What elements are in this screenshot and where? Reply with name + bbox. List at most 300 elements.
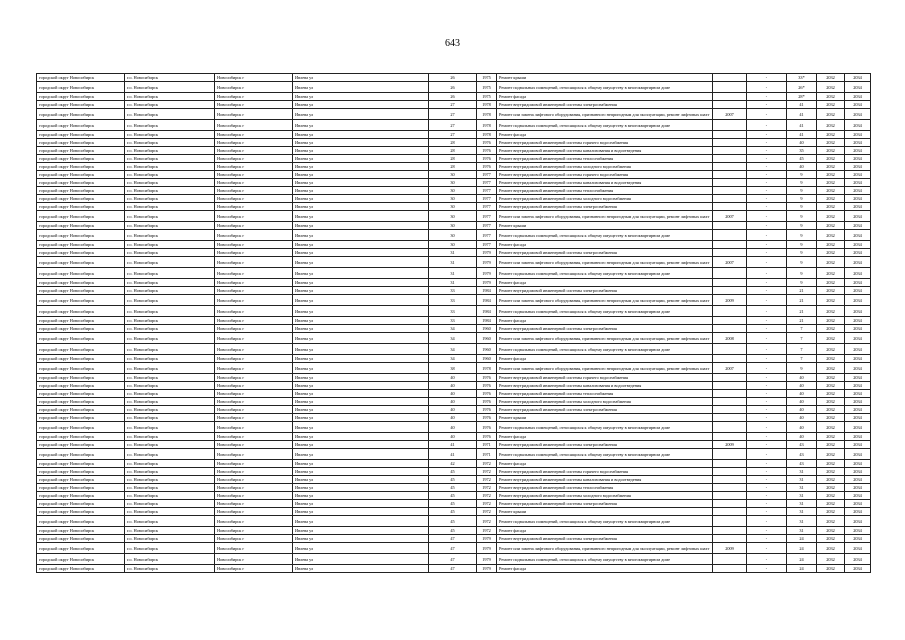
district-cell: городской округ Новосибирск (37, 508, 125, 516)
value-cell: 31 (787, 492, 817, 500)
period-from-cell: 2032 (817, 279, 845, 287)
equipment-year-cell: 2007 (713, 109, 747, 120)
work-type-cell: Ремонт подвальных помещений, относящихся к общему имуществу в многоквартирном доме (497, 82, 713, 93)
city-cell: Новосибирск г (215, 317, 293, 325)
house-cell: 47 (429, 554, 477, 565)
year-cell: 1976 (477, 398, 497, 406)
period-to-cell: 2034 (845, 333, 871, 344)
house-cell: 33 (429, 317, 477, 325)
period-to-cell: 2034 (845, 422, 871, 433)
work-type-cell: Ремонт внутридомовой инженерной системы канализования и водоотведения (497, 179, 713, 187)
value-cell: 9 (787, 187, 817, 195)
street-cell: Ивлева ул (293, 82, 429, 93)
work-type-cell: Ремонт внутридомовой инженерной системы электроснабжения (497, 203, 713, 211)
equipment-year-cell (713, 74, 747, 82)
district-cell: городской округ Новосибирск (37, 230, 125, 241)
city-cell: Новосибирск г (215, 306, 293, 317)
period-from-cell: 2032 (817, 527, 845, 535)
period-to-cell: 2034 (845, 382, 871, 390)
city-cell: Новосибирск г (215, 344, 293, 355)
house-cell: 40 (429, 390, 477, 398)
count-cell: - (747, 268, 787, 279)
city-cell: Новосибирск г (215, 101, 293, 109)
table-row (37, 363, 871, 374)
count-cell: - (747, 492, 787, 500)
equipment-year-cell (713, 306, 747, 317)
equipment-year-cell (713, 476, 747, 484)
settlement-cell: г.о. Новосибирск (125, 500, 215, 508)
table-row (37, 449, 871, 460)
district-cell: городской округ Новосибирск (37, 222, 125, 230)
house-cell: 45 (429, 492, 477, 500)
period-to-cell: 2034 (845, 500, 871, 508)
period-to-cell: 2034 (845, 155, 871, 163)
district-cell: городской округ Новосибирск (37, 295, 125, 306)
work-type-cell: Ремонт внутридомовой инженерной системы теплоснабжения (497, 390, 713, 398)
house-cell: 40 (429, 374, 477, 382)
house-cell: 28 (429, 139, 477, 147)
district-cell: городской округ Новосибирск (37, 139, 125, 147)
year-cell: 1976 (477, 139, 497, 147)
city-cell: Новосибирск г (215, 187, 293, 195)
value-cell: 21 (787, 287, 817, 295)
city-cell: Новосибирск г (215, 222, 293, 230)
count-cell: - (747, 355, 787, 363)
count-cell: - (747, 109, 787, 120)
district-cell: городской округ Новосибирск (37, 241, 125, 249)
settlement-cell: г.о. Новосибирск (125, 374, 215, 382)
period-from-cell: 2032 (817, 230, 845, 241)
table-row (37, 325, 871, 333)
table-row (37, 222, 871, 230)
equipment-year-cell: 2009 (713, 441, 747, 449)
table-row (37, 101, 871, 109)
settlement-cell: г.о. Новосибирск (125, 306, 215, 317)
year-cell: 1977 (477, 179, 497, 187)
year-cell: 1972 (477, 492, 497, 500)
table-row (37, 131, 871, 139)
value-cell: 7 (787, 325, 817, 333)
year-cell: 1984 (477, 295, 497, 306)
district-cell: городской округ Новосибирск (37, 257, 125, 268)
city-cell: Новосибирск г (215, 147, 293, 155)
period-from-cell: 2032 (817, 147, 845, 155)
period-to-cell: 2034 (845, 179, 871, 187)
city-cell: Новосибирск г (215, 374, 293, 382)
house-cell: 26 (429, 82, 477, 93)
value-cell: 43 (787, 441, 817, 449)
district-cell: городской округ Новосибирск (37, 317, 125, 325)
settlement-cell: г.о. Новосибирск (125, 93, 215, 101)
year-cell: 1976 (477, 433, 497, 441)
period-from-cell: 2032 (817, 476, 845, 484)
value-cell: 26* (787, 82, 817, 93)
settlement-cell: г.о. Новосибирск (125, 74, 215, 82)
equipment-year-cell: 2008 (713, 333, 747, 344)
street-cell: Ивлева ул (293, 527, 429, 535)
value-cell: 31 (787, 508, 817, 516)
settlement-cell: г.о. Новосибирск (125, 355, 215, 363)
equipment-year-cell (713, 325, 747, 333)
settlement-cell: г.о. Новосибирск (125, 516, 215, 527)
value-cell: 24 (787, 543, 817, 554)
settlement-cell: г.о. Новосибирск (125, 120, 215, 131)
street-cell: Ивлева ул (293, 565, 429, 573)
count-cell: - (747, 535, 787, 543)
year-cell: 1972 (477, 516, 497, 527)
equipment-year-cell (713, 406, 747, 414)
city-cell: Новосибирск г (215, 211, 293, 222)
street-cell: Ивлева ул (293, 406, 429, 414)
house-cell: 45 (429, 516, 477, 527)
work-type-cell: Ремонт внутридомовой инженерной системы канализования и водоотведения (497, 382, 713, 390)
street-cell: Ивлева ул (293, 306, 429, 317)
street-cell: Ивлева ул (293, 109, 429, 120)
value-cell: 9 (787, 211, 817, 222)
period-from-cell: 2032 (817, 171, 845, 179)
year-cell: 1978 (477, 109, 497, 120)
city-cell: Новосибирск г (215, 492, 293, 500)
year-cell: 1978 (477, 131, 497, 139)
period-to-cell: 2034 (845, 460, 871, 468)
value-cell: 40 (787, 390, 817, 398)
equipment-year-cell (713, 527, 747, 535)
settlement-cell: г.о. Новосибирск (125, 287, 215, 295)
district-cell: городской округ Новосибирск (37, 355, 125, 363)
count-cell: - (747, 82, 787, 93)
house-cell: 47 (429, 543, 477, 554)
table-row (37, 543, 871, 554)
value-cell: 21 (787, 317, 817, 325)
house-cell: 26 (429, 74, 477, 82)
period-to-cell: 2034 (845, 101, 871, 109)
period-from-cell: 2032 (817, 355, 845, 363)
house-cell: 27 (429, 101, 477, 109)
settlement-cell: г.о. Новосибирск (125, 155, 215, 163)
settlement-cell: г.о. Новосибирск (125, 433, 215, 441)
table-row (37, 374, 871, 382)
work-type-cell: Ремонт фасада (497, 93, 713, 101)
work-type-cell: Ремонт внутридомовой инженерной системы горячего водоснабжения (497, 468, 713, 476)
house-cell: 45 (429, 527, 477, 535)
house-cell: 30 (429, 222, 477, 230)
house-cell: 30 (429, 203, 477, 211)
equipment-year-cell (713, 516, 747, 527)
settlement-cell: г.о. Новосибирск (125, 295, 215, 306)
settlement-cell: г.о. Новосибирск (125, 131, 215, 139)
count-cell: - (747, 543, 787, 554)
district-cell: городской округ Новосибирск (37, 279, 125, 287)
table-row (37, 460, 871, 468)
value-cell: 31 (787, 500, 817, 508)
work-type-cell: Ремонт подвальных помещений, относящихся к общему имуществу в многоквартирном доме (497, 422, 713, 433)
count-cell: - (747, 565, 787, 573)
work-type-cell: Ремонт внутридомовой инженерной системы канализования и водоотведения (497, 476, 713, 484)
period-from-cell: 2032 (817, 325, 845, 333)
city-cell: Новосибирск г (215, 508, 293, 516)
equipment-year-cell (713, 554, 747, 565)
work-type-cell: Ремонт внутридомовой инженерной системы теплоснабжения (497, 187, 713, 195)
settlement-cell: г.о. Новосибирск (125, 476, 215, 484)
period-to-cell: 2034 (845, 306, 871, 317)
table-row (37, 355, 871, 363)
settlement-cell: г.о. Новосибирск (125, 211, 215, 222)
district-cell: городской округ Новосибирск (37, 120, 125, 131)
table-row (37, 187, 871, 195)
city-cell: Новосибирск г (215, 82, 293, 93)
street-cell: Ивлева ул (293, 433, 429, 441)
table-row (37, 508, 871, 516)
settlement-cell: г.о. Новосибирск (125, 317, 215, 325)
table-row (37, 179, 871, 187)
work-type-cell: Ремонт внутридомовой инженерной системы холодного водоснабжения (497, 492, 713, 500)
period-to-cell: 2034 (845, 203, 871, 211)
house-cell: 34 (429, 333, 477, 344)
period-to-cell: 2034 (845, 139, 871, 147)
street-cell: Ивлева ул (293, 554, 429, 565)
district-cell: городской округ Новосибирск (37, 433, 125, 441)
equipment-year-cell: 2007 (713, 257, 747, 268)
settlement-cell: г.о. Новосибирск (125, 382, 215, 390)
count-cell: - (747, 171, 787, 179)
district-cell: городской округ Новосибирск (37, 306, 125, 317)
table-row (37, 382, 871, 390)
house-cell: 27 (429, 131, 477, 139)
work-type-cell: Ремонт подвальных помещений, относящихся к общему имуществу в многоквартирном доме (497, 230, 713, 241)
city-cell: Новосибирск г (215, 468, 293, 476)
period-from-cell: 2032 (817, 93, 845, 101)
city-cell: Новосибирск г (215, 120, 293, 131)
house-cell: 40 (429, 414, 477, 422)
period-from-cell: 2032 (817, 554, 845, 565)
district-cell: городской округ Новосибирск (37, 406, 125, 414)
equipment-year-cell (713, 414, 747, 422)
city-cell: Новосибирск г (215, 163, 293, 171)
settlement-cell: г.о. Новосибирск (125, 492, 215, 500)
equipment-year-cell (713, 535, 747, 543)
table-row (37, 257, 871, 268)
value-cell: 40 (787, 382, 817, 390)
equipment-year-cell (713, 422, 747, 433)
period-to-cell: 2034 (845, 543, 871, 554)
period-from-cell: 2032 (817, 484, 845, 492)
house-cell: 47 (429, 565, 477, 573)
settlement-cell: г.о. Новосибирск (125, 222, 215, 230)
work-type-cell: Ремонт внутридомовой инженерной системы электроснабжения (497, 287, 713, 295)
value-cell: 41 (787, 131, 817, 139)
value-cell: 28* (787, 93, 817, 101)
period-from-cell: 2032 (817, 460, 845, 468)
work-type-cell: Ремонт внутридомовой инженерной системы теплоснабжения (497, 484, 713, 492)
street-cell: Ивлева ул (293, 325, 429, 333)
value-cell: 21 (787, 306, 817, 317)
city-cell: Новосибирск г (215, 279, 293, 287)
table-row (37, 163, 871, 171)
district-cell: городской округ Новосибирск (37, 398, 125, 406)
work-type-cell: Ремонт фасада (497, 355, 713, 363)
district-cell: городской округ Новосибирск (37, 163, 125, 171)
period-from-cell: 2032 (817, 390, 845, 398)
count-cell: - (747, 249, 787, 257)
equipment-year-cell (713, 500, 747, 508)
period-from-cell: 2032 (817, 295, 845, 306)
street-cell: Ивлева ул (293, 187, 429, 195)
district-cell: городской округ Новосибирск (37, 492, 125, 500)
city-cell: Новосибирск г (215, 398, 293, 406)
count-cell: - (747, 317, 787, 325)
count-cell: - (747, 155, 787, 163)
city-cell: Новосибирск г (215, 460, 293, 468)
table-row (37, 535, 871, 543)
city-cell: Новосибирск г (215, 155, 293, 163)
year-cell: 1972 (477, 500, 497, 508)
settlement-cell: г.о. Новосибирск (125, 179, 215, 187)
city-cell: Новосибирск г (215, 535, 293, 543)
year-cell: 1972 (477, 460, 497, 468)
equipment-year-cell (713, 449, 747, 460)
count-cell: - (747, 333, 787, 344)
district-cell: городской округ Новосибирск (37, 535, 125, 543)
equipment-year-cell (713, 101, 747, 109)
settlement-cell: г.о. Новосибирск (125, 147, 215, 155)
district-cell: городской округ Новосибирск (37, 325, 125, 333)
district-cell: городской округ Новосибирск (37, 147, 125, 155)
count-cell: - (747, 120, 787, 131)
district-cell: городской округ Новосибирск (37, 344, 125, 355)
value-cell: 40 (787, 414, 817, 422)
table-row (37, 500, 871, 508)
district-cell: городской округ Новосибирск (37, 449, 125, 460)
table-row (37, 74, 871, 82)
period-to-cell: 2034 (845, 131, 871, 139)
equipment-year-cell (713, 460, 747, 468)
year-cell: 1976 (477, 163, 497, 171)
equipment-year-cell (713, 147, 747, 155)
work-type-cell: Ремонт подвальных помещений, относящихся к общему имуществу в многоквартирном доме (497, 344, 713, 355)
work-type-cell: Ремонт внутридомовой инженерной системы электроснабжения (497, 500, 713, 508)
period-to-cell: 2034 (845, 195, 871, 203)
table-row (37, 241, 871, 249)
street-cell: Ивлева ул (293, 268, 429, 279)
house-cell: 30 (429, 187, 477, 195)
value-cell: 9 (787, 279, 817, 287)
value-cell: 43 (787, 449, 817, 460)
table-row (37, 306, 871, 317)
count-cell: - (747, 554, 787, 565)
street-cell: Ивлева ул (293, 468, 429, 476)
equipment-year-cell (713, 317, 747, 325)
value-cell: 31 (787, 527, 817, 535)
period-from-cell: 2032 (817, 306, 845, 317)
city-cell: Новосибирск г (215, 363, 293, 374)
equipment-year-cell (713, 179, 747, 187)
year-cell: 1977 (477, 241, 497, 249)
equipment-year-cell: 2007 (713, 211, 747, 222)
count-cell: - (747, 484, 787, 492)
house-cell: 30 (429, 195, 477, 203)
period-from-cell: 2032 (817, 155, 845, 163)
house-cell: 45 (429, 508, 477, 516)
value-cell: 40 (787, 422, 817, 433)
value-cell: 9 (787, 241, 817, 249)
period-to-cell: 2034 (845, 554, 871, 565)
street-cell: Ивлева ул (293, 74, 429, 82)
value-cell: 21 (787, 295, 817, 306)
table-row (37, 317, 871, 325)
count-cell: - (747, 500, 787, 508)
value-cell: 41 (787, 101, 817, 109)
house-cell: 30 (429, 241, 477, 249)
count-cell: - (747, 187, 787, 195)
value-cell: 40 (787, 398, 817, 406)
year-cell: 1977 (477, 195, 497, 203)
value-cell: 9 (787, 222, 817, 230)
settlement-cell: г.о. Новосибирск (125, 257, 215, 268)
period-from-cell: 2032 (817, 317, 845, 325)
city-cell: Новосибирск г (215, 268, 293, 279)
value-cell: 40 (787, 374, 817, 382)
year-cell: 1979 (477, 279, 497, 287)
count-cell: - (747, 508, 787, 516)
year-cell: 1979 (477, 543, 497, 554)
street-cell: Ивлева ул (293, 147, 429, 155)
period-to-cell: 2034 (845, 363, 871, 374)
equipment-year-cell (713, 268, 747, 279)
year-cell: 1972 (477, 527, 497, 535)
city-cell: Новосибирск г (215, 241, 293, 249)
period-from-cell: 2032 (817, 287, 845, 295)
district-cell: городской округ Новосибирск (37, 460, 125, 468)
year-cell: 1979 (477, 249, 497, 257)
table-row (37, 195, 871, 203)
value-cell: 40 (787, 433, 817, 441)
district-cell: городской округ Новосибирск (37, 249, 125, 257)
table-row (37, 155, 871, 163)
count-cell: - (747, 241, 787, 249)
value-cell: 33* (787, 74, 817, 82)
table-row (37, 492, 871, 500)
district-cell: городской округ Новосибирск (37, 287, 125, 295)
house-cell: 40 (429, 406, 477, 414)
value-cell: 41 (787, 120, 817, 131)
work-type-cell: Ремонт или замена лифтового оборудования, признанного непригодным для эксплуатации, ремонт лифтовых шахт (497, 257, 713, 268)
work-type-cell: Ремонт внутридомовой инженерной системы электроснабжения (497, 406, 713, 414)
year-cell: 1971 (477, 441, 497, 449)
period-from-cell: 2032 (817, 109, 845, 120)
city-cell: Новосибирск г (215, 179, 293, 187)
year-cell: 1960 (477, 355, 497, 363)
city-cell: Новосибирск г (215, 543, 293, 554)
street-cell: Ивлева ул (293, 398, 429, 406)
work-type-cell: Ремонт внутридомовой инженерной системы горячего водоснабжения (497, 374, 713, 382)
street-cell: Ивлева ул (293, 279, 429, 287)
year-cell: 1984 (477, 287, 497, 295)
work-type-cell: Ремонт внутридомовой инженерной системы холодного водоснабжения (497, 195, 713, 203)
work-type-cell: Ремонт фасада (497, 317, 713, 325)
work-type-cell: Ремонт внутридомовой инженерной системы холодного водоснабжения (497, 163, 713, 171)
period-from-cell: 2032 (817, 163, 845, 171)
table-row (37, 109, 871, 120)
street-cell: Ивлева ул (293, 441, 429, 449)
house-cell: 40 (429, 422, 477, 433)
period-to-cell: 2034 (845, 268, 871, 279)
district-cell: городской округ Новосибирск (37, 109, 125, 120)
street-cell: Ивлева ул (293, 93, 429, 101)
table-row (37, 203, 871, 211)
count-cell: - (747, 203, 787, 211)
count-cell: - (747, 468, 787, 476)
city-cell: Новосибирск г (215, 333, 293, 344)
